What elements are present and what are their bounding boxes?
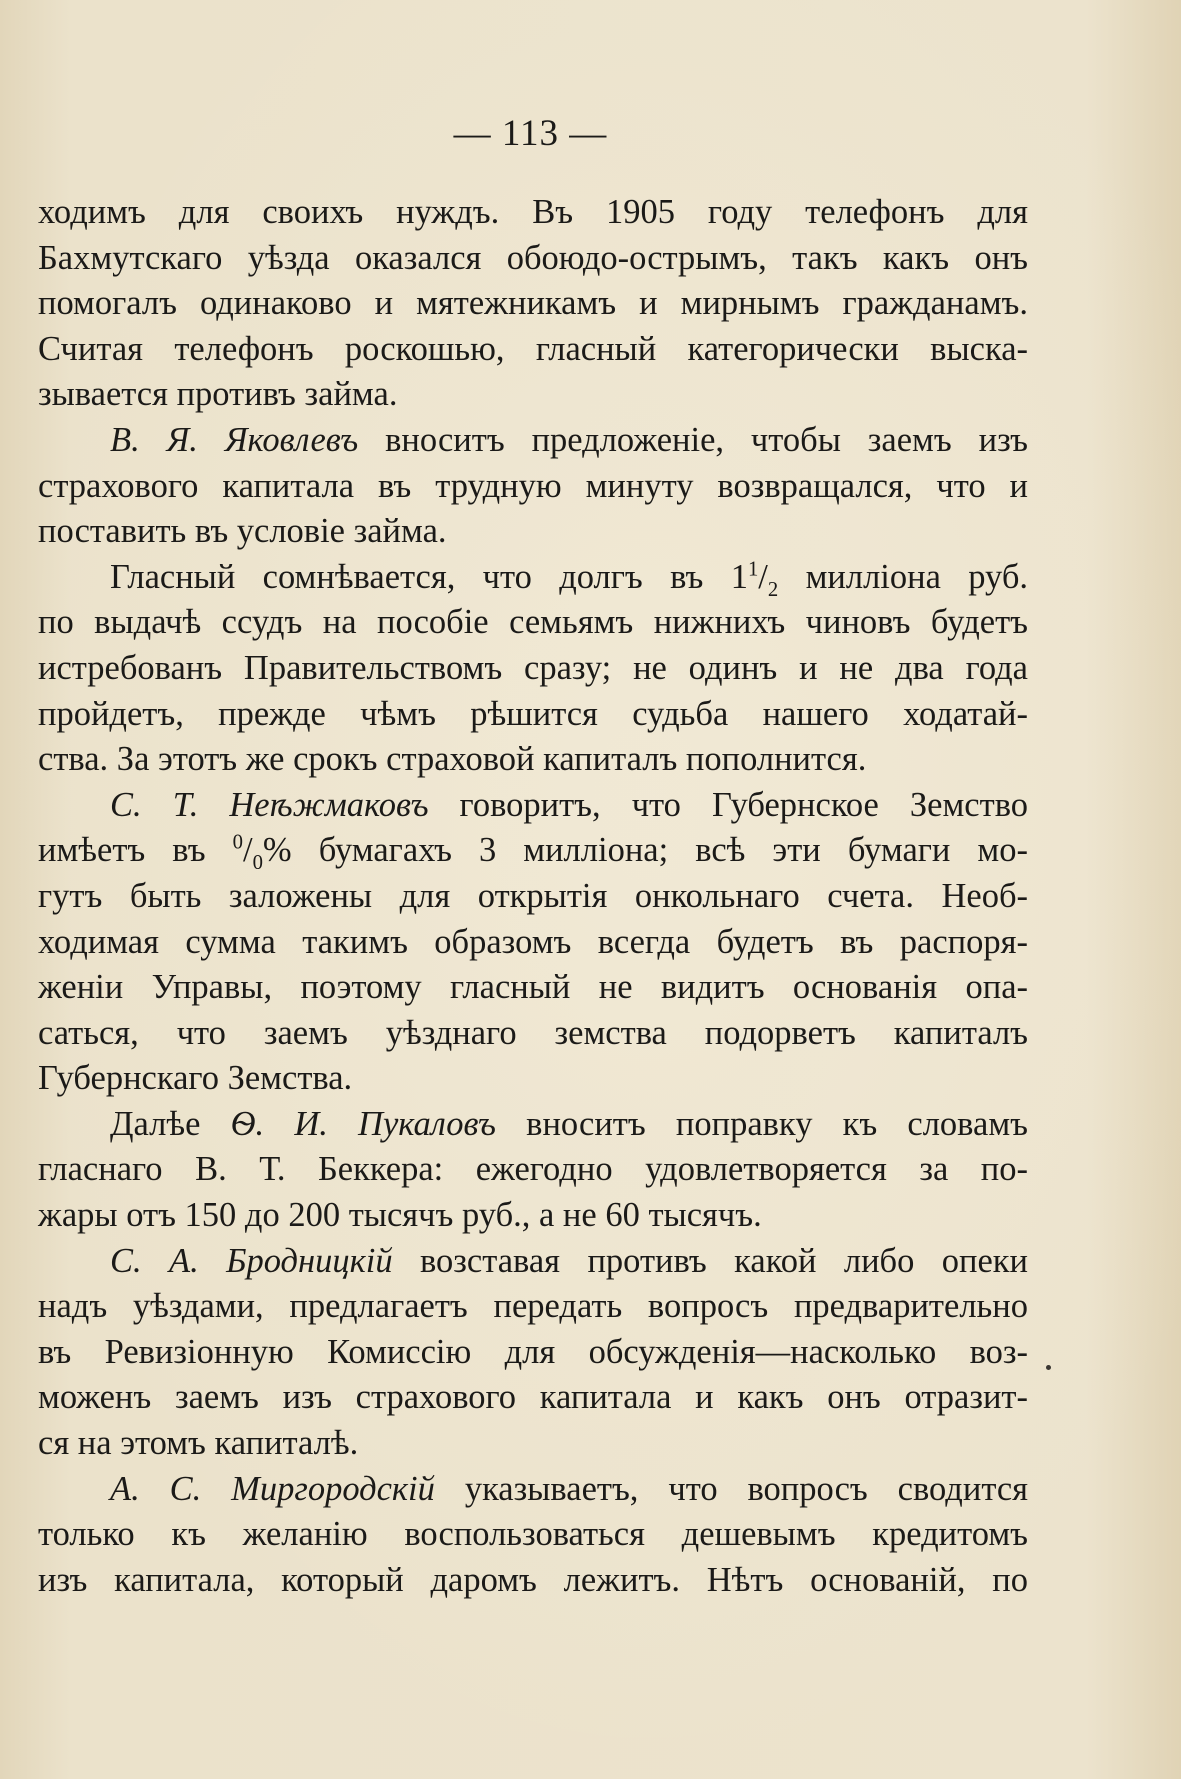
text-line: саться, что заемъ уѣзднаго земства подорветъ капиталъ	[38, 1013, 1028, 1052]
text-line: страхового капитала въ трудную минуту возвращался, что и	[38, 466, 1028, 505]
text-line	[38, 418, 1028, 464]
text-line: гласнаго В. Т. Беккера: ежегодно удовлетворяется за по-	[38, 1150, 1028, 1189]
text-line: изъ капитала, который даромъ лежитъ. Нѣтъ основаній, по	[38, 1560, 1028, 1599]
paragraph-3	[38, 555, 1028, 783]
text-fragment: вноситъ поправку къ словамъ	[495, 1104, 1029, 1143]
ink-speck	[1046, 1365, 1051, 1370]
page-number: — 113 —	[453, 113, 608, 154]
fraction-denominator: 2	[767, 578, 779, 601]
text-fragment: вноситъ предложеніе, чтобы заемъ изъ	[358, 420, 1028, 459]
text-fragment: бумагахъ 3 милліона; всѣ эти бумаги мо-	[291, 831, 1028, 870]
text-line: надъ уѣздами, предлагаетъ передать вопросъ предварительно	[38, 1287, 1028, 1326]
text-line: ходимая сумма такимъ образомъ всегда будетъ въ распоря-	[38, 922, 1028, 961]
speaker-name: С. А. Бродницкій	[110, 1241, 393, 1280]
text-line: имѣетъ въ $^0/_0\%$ бумагахъ 3 милліона; всѣ эти бумаги мо-	[38, 831, 1028, 875]
speaker-name: Ѳ. И. Пукаловъ	[230, 1104, 496, 1143]
text-fragment: имѣетъ въ	[38, 831, 233, 870]
text-line: по выдачѣ ссудъ на пособіе семьямъ нижнихъ чиновъ будетъ	[38, 603, 1028, 642]
speaker-name: В. Я. Яковлевъ	[110, 420, 359, 459]
text-line: помогалъ одинаково и мятежникамъ и мирнымъ гражданамъ.	[38, 284, 1028, 323]
text-fragment: Далѣе	[110, 1104, 231, 1143]
text-line: жары отъ 150 до 200 тысячъ руб., а не 60 тысячъ.	[38, 1196, 762, 1235]
text-fragment: Гласный сомнѣвается, что долгъ въ 1	[110, 557, 748, 596]
text-line: гутъ быть заложены для открытія онкольнаго счета. Необ-	[38, 876, 1028, 915]
text-line: женіи Управы, поэтому гласный не видитъ основанія опа-	[38, 968, 1028, 1007]
text-line: Гласный сомнѣвается, что долгъ въ $1^1/_2$ милліона руб.	[110, 557, 1029, 601]
speaker-name: А. С. Миргородскій	[110, 1469, 435, 1508]
text-line: Бахмутскаго уѣзда оказался обоюдо-острымъ, такъ какъ онъ	[38, 238, 1028, 277]
text-fragment: милліона руб.	[778, 557, 1029, 596]
text-line: только къ желанію воспользоваться дешевымъ кредитомъ	[38, 1515, 1028, 1554]
text-line: поставить въ условіе займа.	[38, 512, 447, 551]
text-line	[38, 1239, 1028, 1285]
percent-superscript: 0	[232, 831, 243, 854]
fraction-numerator: 1	[747, 558, 759, 581]
percent-subscript: 0	[252, 852, 263, 875]
paragraph-7	[38, 1467, 1028, 1604]
text-fragment: возставая противъ какой либо опеки	[392, 1241, 1028, 1280]
percent-sign: %	[262, 831, 292, 870]
paragraph-1	[38, 190, 1028, 418]
text-line: ства. За этотъ же срокъ страховой капиталъ пополнится.	[38, 740, 867, 779]
text-line: моженъ заемъ изъ страхового капитала и какъ онъ отразит-	[38, 1378, 1028, 1417]
text-line: зывается противъ займа.	[38, 375, 398, 414]
text-line: Губернскаго Земства.	[38, 1059, 353, 1098]
text-line: Считая телефонъ роскошью, гласный категорически выска-	[38, 329, 1028, 368]
text-line	[38, 1102, 1028, 1148]
text-line: ходимъ для своихъ нуждъ. Въ 1905 году телефонъ для	[38, 193, 1028, 231]
paragraph-6	[38, 1239, 1028, 1467]
paragraph-2	[38, 418, 1028, 555]
text-line: пройдетъ, прежде чѣмъ рѣшится судьба нашего ходатай-	[38, 694, 1028, 733]
text-fragment: указываетъ, что вопросъ сводится	[434, 1469, 1028, 1508]
text-fragment: говоритъ, что Губернское Земство	[428, 785, 1028, 824]
speaker-name: С. Т. Неѣжмаковъ	[110, 785, 429, 824]
text-line: ся на этомъ капиталѣ.	[38, 1424, 359, 1463]
paragraph-5	[38, 1102, 1028, 1239]
body-text	[38, 190, 1028, 1603]
paragraph-4	[38, 783, 1028, 1102]
text-line: истребованъ Правительствомъ сразу; не одинъ и не два года	[38, 648, 1028, 687]
text-line	[38, 783, 1028, 829]
text-line	[38, 1467, 1028, 1513]
text-line: въ Ревизіонную Комиссію для обсужденія—насколько воз-	[38, 1332, 1028, 1371]
